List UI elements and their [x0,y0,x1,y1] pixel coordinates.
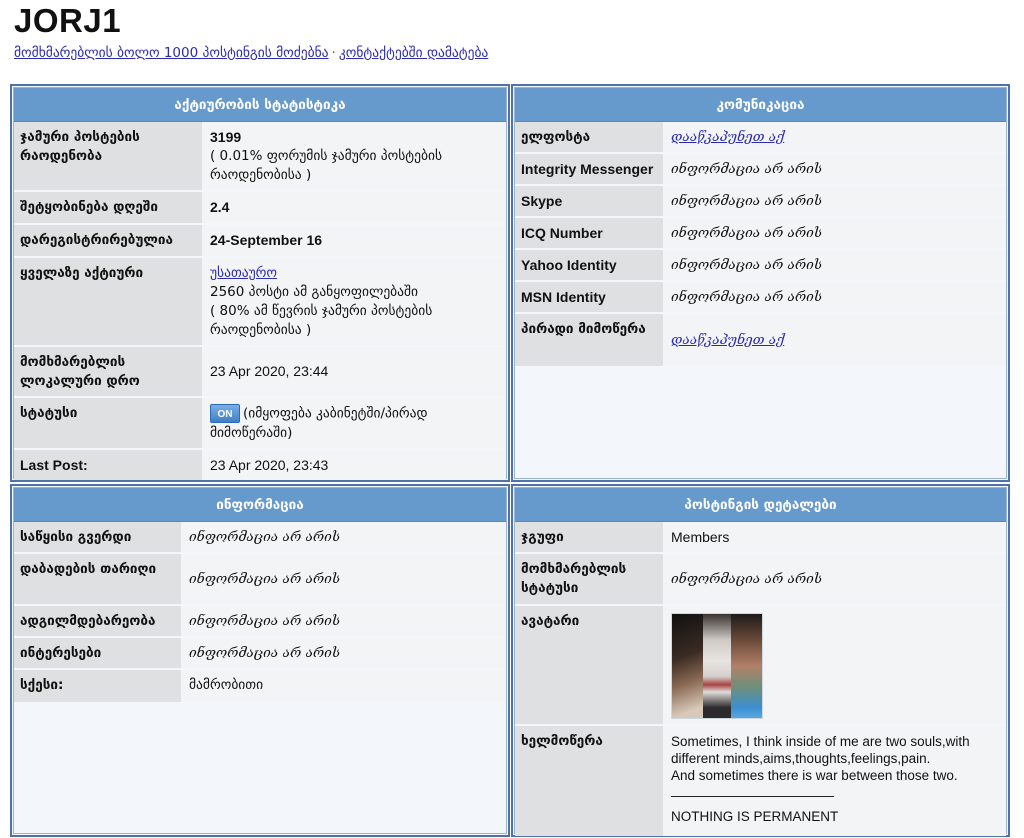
private-message-link[interactable]: დააწკაპუნეთ აქ [671,331,785,348]
row-value [663,186,1006,216]
avatar [671,613,763,719]
row-value [202,398,506,448]
row-label: Integrity Messenger [515,154,663,184]
row-value [663,154,1006,184]
panel-header: აქტიურობის სტატისტიკა [14,88,506,122]
email-link[interactable]: დააწკაპუნეთ აქ [671,129,785,145]
signature-footer: NOTHING IS PERMANENT [671,809,839,824]
row-label: შეტყობინება დღეში [14,192,202,223]
row-label: ჯამური პოსტების რაოდენობა [14,122,202,190]
no-info-text: ინფორმაცია არ არის [189,645,341,661]
row-member-title [515,554,1006,606]
row-homepage [14,522,506,554]
panel-header: პოსტინგის დეტალები [515,488,1006,522]
row-value [181,554,506,604]
row-label: Last Post: [14,450,202,480]
avatar-slice [731,614,762,718]
row-label: დარეგისტრირებულია [14,225,202,256]
row-yahoo [515,250,1006,282]
row-label: ხელმოწერა [515,726,663,836]
status-text: (იმყოფება კაბინეტში/პირად მიმოწერაში) [210,405,428,441]
total-posts-note: ( 0.01% ფორუმის ჯამური პოსტების რაოდენობისა ) [210,148,443,183]
row-label: ადგილმდებარეობა [14,606,181,636]
link-separator: · [331,45,336,61]
row-value [663,554,1006,604]
avatar-slice [703,614,732,718]
no-info-text: ინფორმაცია არ არის [671,570,823,587]
last-post-value: 23 Apr 2020, 23:43 [202,450,506,480]
row-posts-per-day [14,192,506,225]
signature-line: And sometimes there is war between those two. [671,768,958,783]
row-most-active [14,258,506,347]
row-signature [515,726,1006,836]
row-location [14,606,506,638]
no-info-text: ინფორმაცია არ არის [189,570,341,587]
search-last-posts-link[interactable]: მომხმარებლის ბოლო 1000 პოსტინგის მოძებნა [14,45,329,61]
row-msn [515,282,1006,314]
row-label: ინტერესები [14,638,181,668]
most-active-percent: ( 80% ამ წევრის ჯამური პოსტების რაოდენობისა ) [210,303,433,338]
row-value [663,314,1006,366]
row-value [181,638,506,668]
signature [663,726,1006,836]
row-value [202,122,506,190]
signature-line: Sometimes, I think inside of me are two souls,with [671,734,970,749]
row-label: ყველაზე აქტიური [14,258,202,345]
row-label: მომხმარებლის ლოკალური დრო [14,347,202,396]
gender-value: მამრობითი [181,670,506,702]
local-time-value: 23 Apr 2020, 23:44 [202,347,506,396]
row-total-posts [14,122,506,192]
no-info-text: ინფორმაცია არ არის [671,289,823,305]
row-label: ელფოსტა [515,122,663,152]
total-posts-value: 3199 [210,129,242,145]
row-private-message [515,314,1006,366]
row-label: ავატარი [515,606,663,724]
row-birthday [14,554,506,606]
signature-divider [671,789,834,797]
row-avatar [515,606,1006,726]
row-interests [14,638,506,670]
row-value [181,522,506,552]
no-info-text: ინფორმაცია არ არის [671,161,823,177]
row-last-post [14,450,506,480]
row-label: ICQ Number [515,218,663,248]
no-info-text: ინფორმაცია არ არის [671,193,823,209]
row-email [515,122,1006,154]
row-value [663,218,1006,248]
signature-line: different minds,aims,thoughts,feelings,pain. [671,751,931,766]
row-integrity-messenger [515,154,1006,186]
page-title: JORJ1 [14,2,122,39]
row-value [181,606,506,636]
row-local-time [14,347,506,398]
row-label: დაბადების თარიღი [14,554,181,604]
panel-header: ინფორმაცია [14,488,506,522]
posts-per-day-value: 2.4 [202,192,506,223]
row-skype [515,186,1006,218]
row-label: სტატუსი [14,398,202,448]
row-value [663,606,1006,724]
no-info-text: ინფორმაცია არ არის [189,613,341,629]
panel-header: კომუნიკაცია [515,88,1006,122]
row-label: პირადი მიმოწერა [515,314,663,366]
registered-value: 24-September 16 [202,225,506,256]
row-group [515,522,1006,554]
group-value: Members [663,522,1006,552]
online-status-badge: ON [210,404,240,423]
no-info-text: ინფორმაცია არ არის [671,225,823,241]
row-registered [14,225,506,258]
row-icq [515,218,1006,250]
activity-stats-panel [10,84,510,482]
avatar-slice [672,614,703,718]
posting-details-panel [511,484,1010,837]
communication-panel [511,84,1010,482]
information-panel [10,484,510,837]
row-gender [14,670,506,702]
row-label: მომხმარებლის სტატუსი [515,554,663,604]
row-value [663,122,1006,152]
row-label: MSN Identity [515,282,663,312]
row-label: Yahoo Identity [515,250,663,280]
most-active-forum-link[interactable]: უსათაურო [210,265,278,281]
row-label: სქესი: [14,670,181,702]
row-label: ჯგუფი [515,522,663,552]
row-status [14,398,506,450]
profile-actions [14,45,488,61]
row-label: საწყისი გვერდი [14,522,181,552]
row-value [663,282,1006,312]
row-value [202,258,506,345]
no-info-text: ინფორმაცია არ არის [189,529,341,545]
posts-in-forum: 2560 პოსტი ამ განყოფილებაში [210,284,419,300]
row-label: Skype [515,186,663,216]
row-value [663,250,1006,280]
add-to-contacts-link[interactable]: კონტაქტებში დამატება [338,45,489,61]
no-info-text: ინფორმაცია არ არის [671,257,823,273]
